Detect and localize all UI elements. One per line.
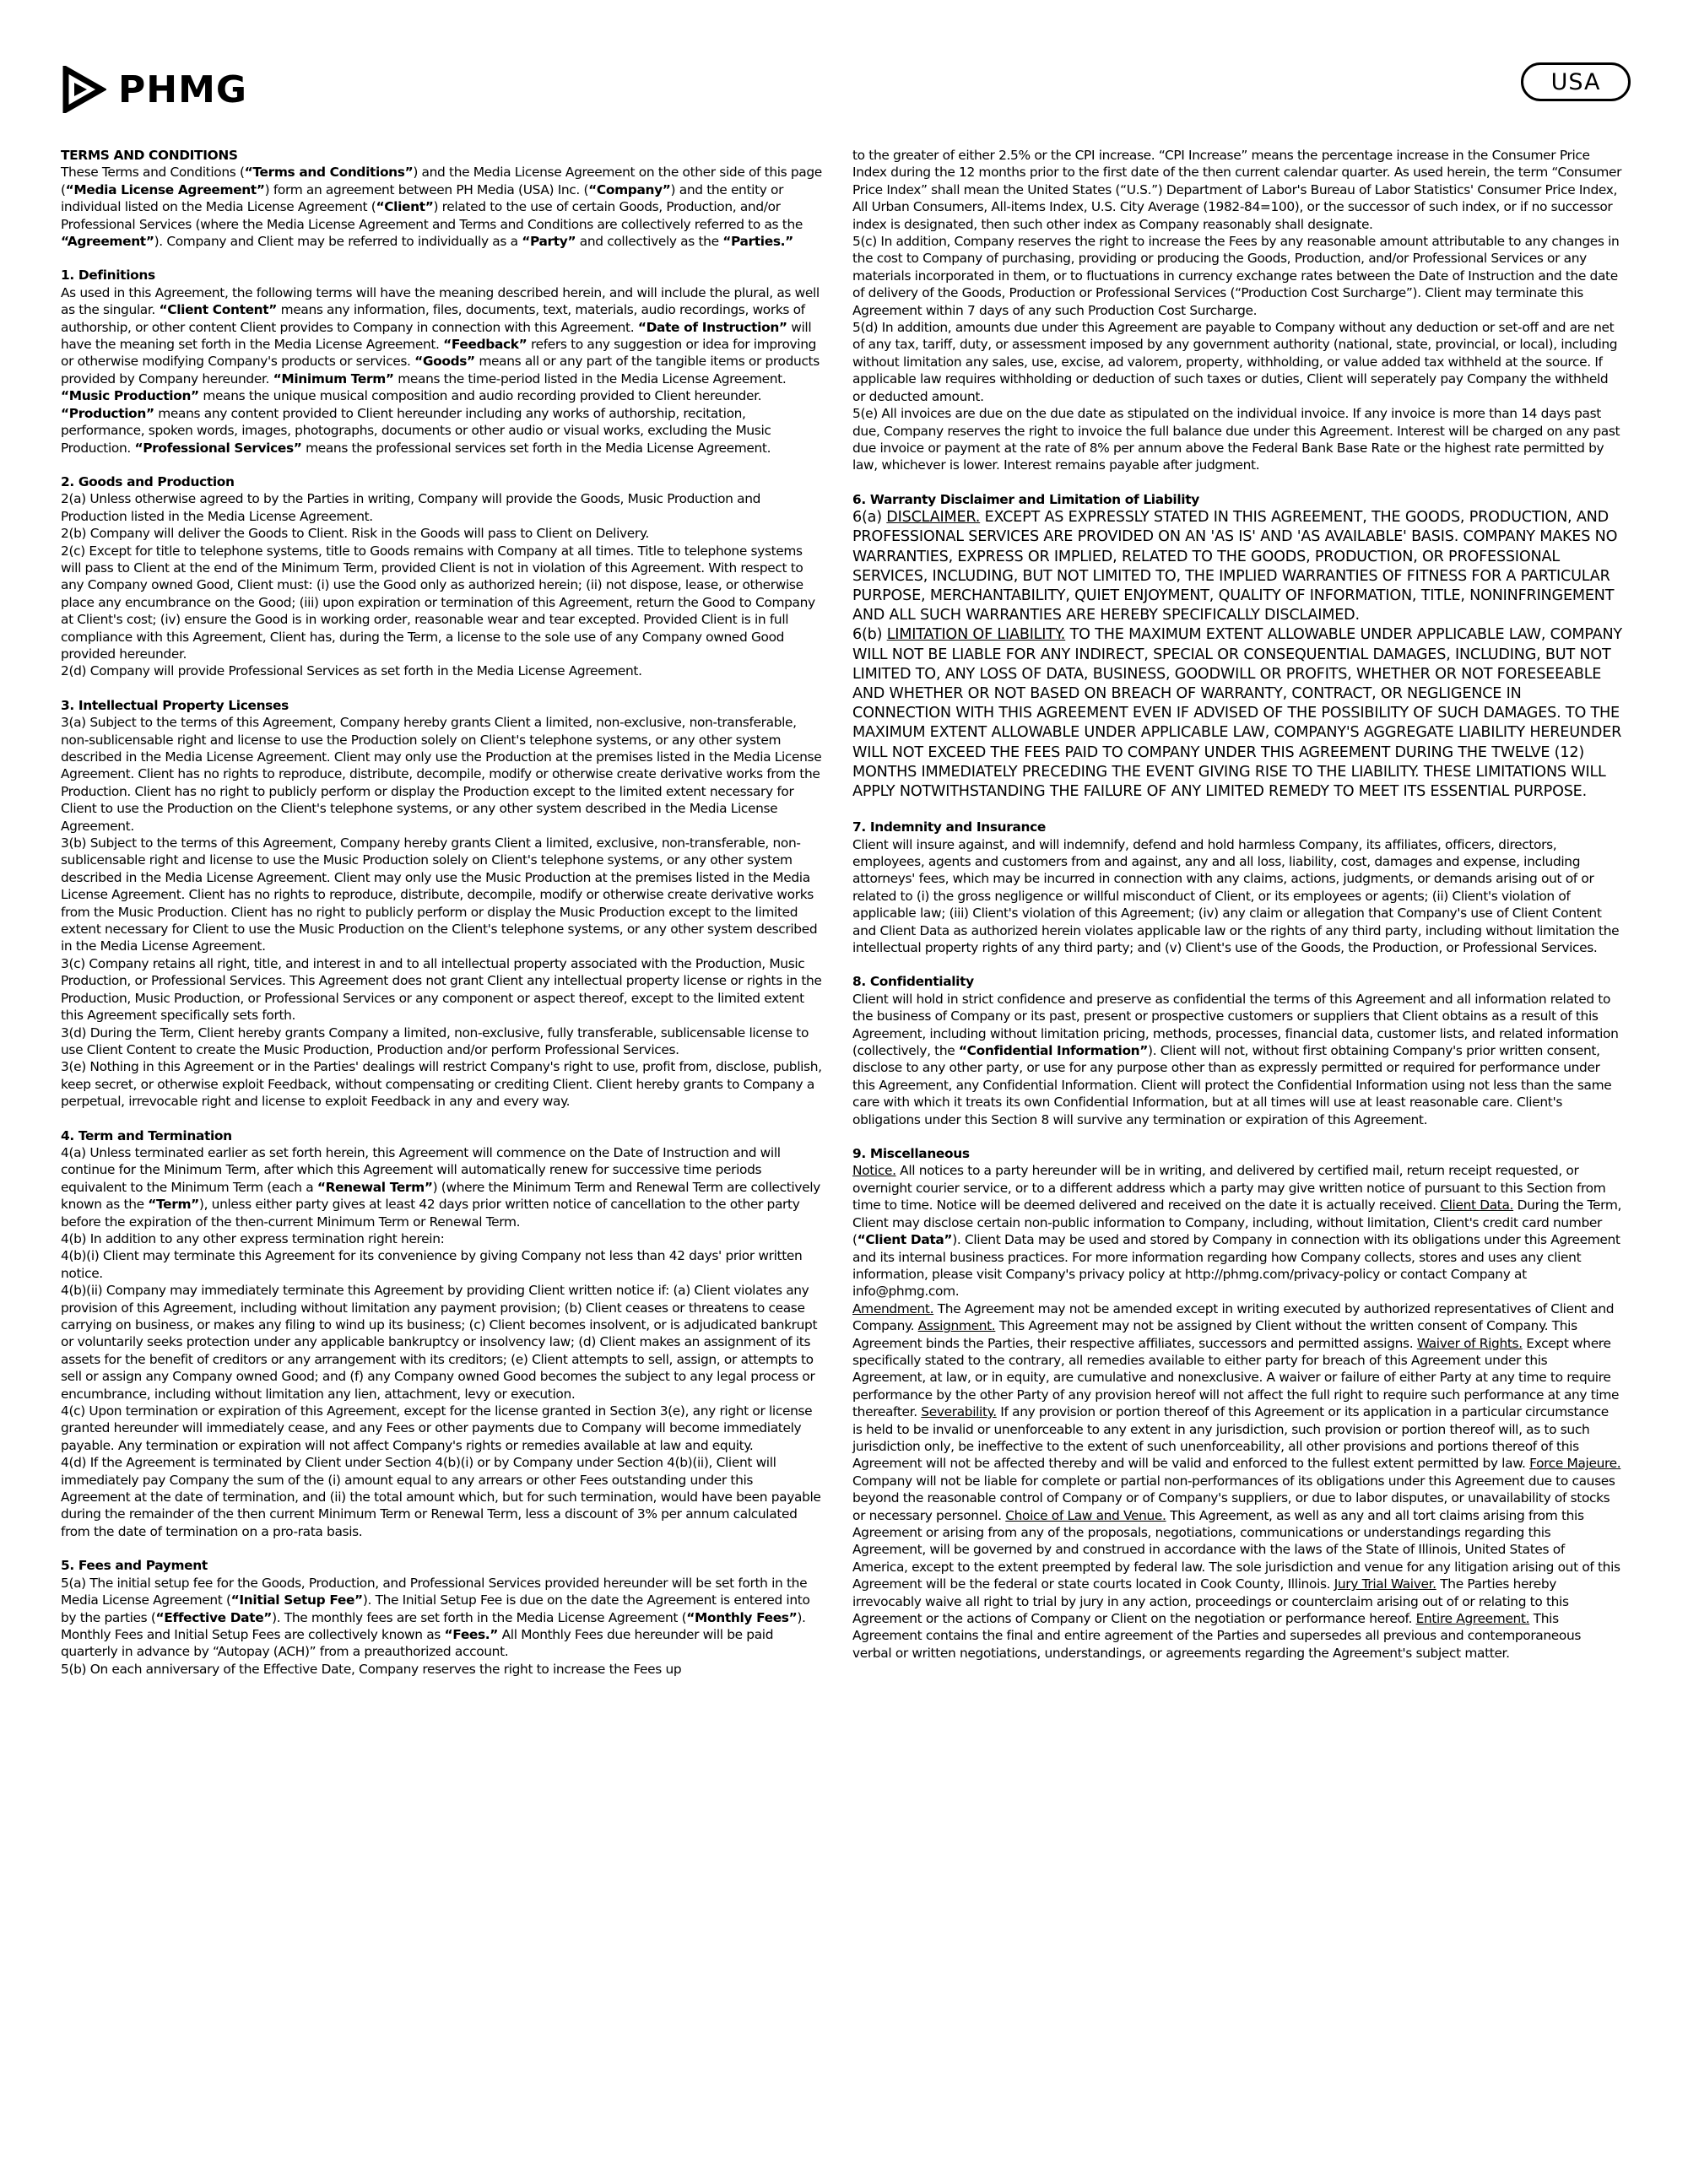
intro-term: “Agreement” [61,234,154,250]
clause-title: Notice. [852,1163,896,1179]
defined-term: “Minimum Term” [273,370,394,387]
section-miscellaneous [852,1145,1622,1662]
section-fees-payment [61,1557,825,1678]
clause-title: Entire Agreement. [1415,1611,1530,1627]
intro-term: “Client” [376,199,434,215]
clause-2b: 2(b) Company will deliver the Goods to Client. Risk in the Goods will pass to Client on Delivery. [61,526,649,542]
defined-term: “Confidential Information” [958,1043,1149,1059]
clause-4bi: 4(b)(i) Client may terminate this Agreement for its convenience by giving Company not less than 42 days' prior written notice. [61,1248,803,1281]
intro-text: ) and the entity or individual listed on the Media License Agreement ( [61,181,784,215]
definition-text: means any content provided to Client hereunder including any works of authorship, recitation, performance, spoken words, images, photographs, documents or other audio or visual works, excluding the Music Production. [61,405,771,456]
definition-text: refers to any suggestion or idea for improving or otherwise modifying Company's products or services. [61,337,817,370]
section-goods-production [61,473,825,680]
definition-text: means the time-period listed in the Media License Agreement. [393,370,787,387]
clause-text: EXCEPT AS EXPRESSLY STATED IN THIS AGREEMENT, THE GOODS, PRODUCTION, AND PROFESSIONAL SERVICES ARE PROVIDED ON AN 'AS IS' AND 'AS AVAILABLE' BASIS. COMPANY MAKES NO WARRANTIES, EXPRESS OR IMPLIED, RELATED TO THE GOODS, PRODUCTION, OR PROFESSIONAL SERVICES, INCLUDING, BUT NOT LIMITED TO, THE IMPLIED WARRANTIES OF FITNESS FOR A PARTICULAR PURPOSE, MERCHANTABILITY, QUIET ENJOYMENT, QUALITY OF INFORMATION, TITLE, NONINFRINGEMENT AND ALL SUCH WARRANTIES ARE HEREBY SPECIFICALLY DISCLAIMED. [852,509,1618,624]
clause-text: The Agreement may not be amended except in writing executed by authorized representatives of Client and Company. [852,1300,1615,1334]
defined-term: “Term” [148,1197,199,1213]
clause-text: This Agreement contains the final and entire agreement of the Parties and supersedes all previous and contemporaneous verbal or written negotiations, understandings, or agreements regarding the Agreement's subject matter. [852,1611,1582,1661]
section-heading: 7. Indemnity and Insurance [852,819,1046,835]
clause-number: 6(a) [852,509,887,527]
clause-4d: 4(d) If the Agreement is terminated by Client under Section 4(b)(i) or by Company under Section 4(b)(ii), Client will immediately pay Company the sum of the (i) amount equal to any arrears or other Fees outstanding under this Agreement at the date of termination, and (ii) the total amount which, but for such termination, would have been payable during the remainder of the then current Minimum Term or Renewal Term, less a discount of 3% per annum calculated from the date of termination on a pro-rata basis. [61,1455,821,1539]
defined-term: “Fees.” [444,1626,499,1642]
clause-5d: 5(d) In addition, amounts due under this Agreement are payable to Company without any deduction or set-off and are net of any tax, tariff, duty, or assessment imposed by any government authority (national, state, provincial, or local), including without limitation any sales, use, excise, ad valorem, property, withholding, or value added tax withheld at the source. If applicable law requires withholding or deduction of such taxes or duties, Client will seperately pay Company the withheld or deducted amount. [852,320,1618,404]
intro-text: ) and the Media License Agreement on the other side of this page ( [61,165,822,197]
section-heading: 4. Term and Termination [61,1127,232,1143]
clause-title: LIMITATION OF LIABILITY. [886,626,1066,644]
clause-text: TO THE MAXIMUM EXTENT ALLOWABLE UNDER APPLICABLE LAW, COMPANY WILL NOT BE LIABLE FOR ANY INDIRECT, SPECIAL OR CONSEQUENTIAL DAMAGES, INCLUDING, BUT NOT LIMITED TO, ANY LOSS OF DATA, BUSINESS, GOODWILL OR PROFITS, WHETHER OR NOT FORESEEABLE AND WHETHER OR NOT BASED ON BREACH OF WARRANTY, CONTRACT, OR NEGLIGENCE IN CONNECTION WITH THIS AGREEMENT EVEN IF ADVISED OF THE POSSIBILITY OF SUCH DAMAGES. TO THE MAXIMUM EXTENT ALLOWABLE UNDER APPLICABLE LAW, COMPANY'S AGGREGATE LIABILITY HEREUNDER WILL NOT EXCEED THE FEES PAID TO COMPANY UNDER THIS AGREEMENT DURING THE TWELVE (12) MONTHS IMMEDIATELY PRECEDING THE EVENT GIVING RISE TO THE LIABILITY. THESE LIMITATIONS WILL APPLY NOTWITHSTANDING THE FAILURE OF ANY LIMITED REMEDY TO MEET ITS ESSENTIAL PURPOSE. [852,626,1622,800]
clause-5a [61,1575,825,1661]
clause-text: Company will not be liable for complete or partial non-performances of its obligations under this Agreement due to causes beyond the reasonable control of Company or of Company's suppliers, or due to labor disputes, or unavailability of stocks or necessary personnel. [852,1473,1615,1523]
section-heading: 3. Intellectual Property Licenses [61,697,289,713]
logo-text: PHMG [118,68,247,111]
clause-text: Except where specifically stated to the contrary, all remedies available to either party for breach of this Agreement under this Agreement, at law, or in equity, are cumulative and nonexclusive. A waiver or failure of either Party at any time to require performance by the other Party of any provision hereof will not affect the full right to require such performance at any time thereafter. [852,1335,1620,1420]
clause-5c: 5(c) In addition, Company reserves the right to increase the Fees by any reasonable amount attributable to any changes in the cost to Company of purchasing, providing or producing the Goods, Production, and/or Professional Services or any materials incorporated in them, or to fluctuations in currency exchange rates between the Date of Instruction and the date of delivery of the Goods, Production or Professional Services (“Production Cost Surcharge”). Client may terminate this Agreement within 7 days of any such Production Cost Surcharge. [852,234,1620,318]
intro-text: and collectively as the [576,234,723,250]
clause-text: ), unless either party gives at least 42 days prior written notice of cancellation to the other party before the expiration of the then-current Minimum Term or Renewal Term. [61,1197,800,1230]
section-fees-payment-continued [852,147,1622,474]
clause-title: Severability. [921,1404,997,1420]
section-indemnity [852,819,1622,956]
clause-title: Assignment. [917,1318,996,1334]
defined-term: “Music Production” [61,388,199,404]
clause-text: ). Monthly Fees and Initial Setup Fees are collectively known as [61,1609,806,1642]
clause-3d: 3(d) During the Term, Client hereby grants Company a limited, non-exclusive, fully transferable, sublicensable license to use Client Content to create the Music Production, Production and/or perform Professional Services. [61,1024,809,1057]
intro-section [61,147,825,250]
clause-5e: 5(e) All invoices are due on the due date as stipulated on the individual invoice. If any invoice is more than 14 days past due, Company reserves the right to invoice the full balance due under this Agreement. Interest will be charged on any past due invoice or payment at the rate of 8% per annum above the Federal Bank Base Rate or the highest rate permitted by law, whichever is lower. Interest remains payable after judgment. [852,406,1620,473]
indemnity-text: Client will insure against, and will indemnify, defend and hold harmless Company, its affiliates, officers, directors, employees, agents and customers from and against, any and all loss, liability, cost, damages and expense, including attorneys' fees, which may be incurred in connection with any claims, actions, judgments, or demands arising out of or related to (i) the gross negligence or willful misconduct of Client, or its employees or agents; (ii) Client's violation of applicable law; (iii) Client's violation of this Agreement; (iv) any claim or allegation that Company's use of Client Content and Client Data as authorized herein violates applicable law or the rights of any third party, including without limitation the intellectual property rights of any third party; and (v) Client's use of the Goods, the Production, or Professional Services. [852,836,1620,956]
defined-term: “Date of Instruction” [637,319,787,335]
defined-term: “Feedback” [443,337,528,353]
clause-text: This Agreement may not be assigned by Client without the written consent of Company. This Agreement binds the Parties, their respective affiliates, successors and permitted assigns. [852,1318,1577,1351]
clause-3c: 3(c) Company retains all right, title, and interest in and to all intellectual property associated with the Production, Music Production, or Professional Services. This Agreement does not grant Client any intellectual property license or rights in the Production, Music Production, or Professional Services or any component or aspect thereof, except to the limited extent this Agreement specifically sets forth. [61,955,822,1024]
clause-5b-continued: to the greater of either 2.5% or the CPI increase. “CPI Increase” means the percentage increase in the Consumer Price Index during the 12 months prior to the first date of the then current calendar quarter. As used herein, the term “Consumer Price Index” shall mean the United States (“U.S.”) Department of Labor's Bureau of Labor Statistics' Consumer Price Index, All Urban Consumers, All-items Index, U.S. City Average (1982-84=100), or the successor of such index, or if no successor index is designated, then such other index as Company reasonably shall designate. [852,148,1622,232]
intro-text: ) related to the use of certain Goods, Production, and/or Professional Services (where the Media License Agreement and Terms and Conditions are collectively referred to as the [61,199,803,232]
defined-term: “Client Data” [857,1232,953,1248]
definition-text: means the unique musical composition and audio recording provided to Client hereunder. [198,388,762,404]
section-heading: 5. Fees and Payment [61,1558,208,1574]
clause-6a [852,508,1622,625]
clause-text: During the Term, Client may disclose certain non-public information to Company, including, without limitation, Client's credit card number ( [852,1197,1622,1248]
clause-text: All Monthly Fees due hereunder will be paid quarterly in advance by “Autopay (ACH)” from a preauthorized account. [61,1626,774,1660]
clause-4bii: 4(b)(ii) Company may immediately terminate this Agreement by providing Client written notice if: (a) Client violates any provision of this Agreement, including without limitation any payment provision; (b) Client ceases or threatens to cease carrying on business, or makes any filing to wind up its business; (c) Client becomes insolvent, or is adjudicated bankrupt or voluntarily seeks protection under any applicable bankruptcy or insolvency law; (d) Client makes an assignment of its assets for the benefit of creditors or any arrangement with its creditors; (e) Client attempts to sell, assign, or attempts to sell or assign any Company owned Good; and (f) any Company owned Good becomes the subject to any legal process or encumbrance, including without limitation any lien, attachment, levy or execution. [61,1283,818,1402]
clause-title: Waiver of Rights. [1416,1335,1523,1351]
clause-2d: 2(d) Company will provide Professional Services as set forth in the Media License Agreement. [61,663,642,679]
section-heading: 9. Miscellaneous [852,1146,970,1162]
clause-title: Choice of Law and Venue. [1005,1507,1166,1523]
clause-title: Amendment. [852,1300,934,1316]
clause-title: Force Majeure. [1529,1456,1621,1472]
definition-text: As used in this Agreement, the following terms will have the meaning described herein, and will include the plural, as well as the singular. [61,284,820,318]
clause-text: 4(a) Unless terminated earlier as set forth herein, this Agreement will commence on the Date of Instruction and will continue for the Minimum Term, after which this Agreement will automatically renew for successive time periods equivalent to the Minimum Term (each a [61,1144,781,1195]
intro-term: “Media License Agreement” [65,181,265,197]
clause-3b: 3(b) Subject to the terms of this Agreement, Company hereby grants Client a limited, exclusive, non-transferable, non-sublicensable right and license to use the Music Production solely on Client's telephone systems, or any other system described in the Media License Agreement. Client may only use the Music Production at the premises listed in the Media License Agreement. Client has no rights to reproduce, distribute, decompile, modify or otherwise create derivative works from the Music Production. Client has no right to publicly perform or display the Music Production except to the limited extent necessary for Client to use the Music Production on the Client's telephone systems, or any other system described in the Media License Agreement. [61,835,818,954]
document-title: TERMS AND CONDITIONS [61,148,238,163]
section-warranty-liability [852,491,1622,802]
clause-4b: 4(b) In addition to any other express termination right herein: [61,1230,445,1246]
clause-text: If any provision or portion thereof of this Agreement or its application in a particular circumstance is held to be invalid or unenforceable to any extent in any jurisdiction, such provision or portion thereof will, as to such jurisdiction only, be ineffective to the extent of such unenforceability, all other provisions and portions thereof of this Agreement will not be affected thereby and will be valid and enforced to the fullest extent permitted by law. [852,1404,1609,1472]
defined-term: “Production” [61,405,154,421]
clause-text: All notices to a party hereunder will be in writing, and delivered by certified mail, return receipt requested, or overnight courier service, or to a different address which a party may give written notice of pursuant to this Section from time to time. Notice will be deemed delivered and received on the date it is actually received. [852,1163,1606,1214]
clause-title: DISCLAIMER. [886,509,981,527]
defined-term: “Initial Setup Fee” [230,1592,363,1608]
clause-2a: 2(a) Unless otherwise agreed to by the Parties in writing, Company will provide the Goods, Music Production and Production listed in the Media License Agreement. [61,491,761,524]
defined-term: “Professional Services” [134,440,302,456]
definition-text: means any information, files, documents, text, materials, audio recordings, works of authorship, or other content Client provides to Company in connection with this Agreement. [61,302,805,335]
intro-term: “Company” [588,181,671,197]
clause-6b [852,625,1622,802]
clause-text: ) (where the Minimum Term and Renewal Term are collectively known as the [61,1179,820,1213]
section-heading: 8. Confidentiality [852,974,974,990]
clause-3a: 3(a) Subject to the terms of this Agreement, Company hereby grants Client a limited, non-exclusive, non-transferable, non-sublicensable right and license to use the Production solely on Client's telephone systems, or any other system described in the Media License Agreement. Client may only use the Production at the premises listed in the Media License Agreement. Client has no rights to reproduce, distribute, decompile, modify or otherwise create derivative works from the Production. Client has no right to publicly perform or display the Production except to the limited extent necessary for Client to use the Production on the Client's telephone systems, or any other system described in the Media License Agreement. [61,715,822,834]
definition-text: means all or any part of the tangible items or products provided by Company hereunder. [61,354,820,387]
clause-text: ). The monthly fees are set forth in the Media License Agreement ( [272,1609,687,1625]
clause-2c: 2(c) Except for title to telephone systems, title to Goods remains with Company at all times. Title to telephone systems will pass to Client at the end of the Minimum Term, provided Client is not in violation of this Agreement. With respect to any Company owned Good, Client must: (i) use the Good only as authorized herein; (ii) not dispose, lease, or otherwise place any encumbrance on the Good; (iii) upon expiration or termination of this Agreement, return the Good to Company at Client's cost; (iv) ensure the Good is in working order, reasonable wear and tear excepted. Provided Client is in full compliance with this Agreement, Client has, during the Term, a license to the sole use of any Company owned Good provided hereunder. [61,543,815,662]
misc-other-clauses [852,1300,1622,1662]
clause-text: This Agreement, as well as any and all tort claims arising from this Agreement or arising from any of the proposals, negotiations, communications or understandings regarding this Agreement, will be governed by and construed in accordance with the laws of the State of Illinois, United States of America, except to the extent preempted by federal law. The sole jurisdiction and venue for any litigation arising out of this Agreement will be the federal or state courts located in Cook County, Illinois. [852,1507,1620,1592]
clause-4a [61,1144,825,1230]
clause-title: Jury Trial Waiver. [1334,1576,1436,1592]
clause-number: 6(b) [852,626,887,644]
intro-term: “Parties.” [722,234,793,250]
defined-term: “Goods” [414,354,475,370]
clause-5b: 5(b) On each anniversary of the Effective Date, Company reserves the right to increase the Fees up [61,1661,682,1677]
phmg-logo [61,66,247,113]
section-term-termination [61,1127,825,1541]
right-column [852,147,1622,1662]
section-heading: 6. Warranty Disclaimer and Limitation of Liability [852,491,1199,507]
defined-term: “Renewal Term” [316,1179,433,1195]
left-column [61,147,825,1678]
clause-text: ). The Initial Setup Fee is due on the date the Agreement is entered into by the parties ( [61,1592,810,1625]
defined-term: “Effective Date” [155,1609,273,1625]
section-definitions [61,267,825,456]
clause-title: Client Data. [1440,1197,1514,1214]
section-ip-licenses [61,697,825,1111]
clause-text: 5(a) The initial setup fee for the Goods, Production, and Professional Services provided hereunder will be set forth in the Media License Agreement ( [61,1575,808,1608]
defined-term: “Monthly Fees” [686,1609,798,1625]
play-logo-icon [61,66,106,113]
section-heading: 1. Definitions [61,268,155,284]
intro-term: “Terms and Conditions” [244,165,414,181]
intro-text: These Terms and Conditions ( [61,165,245,181]
misc-notice-clientdata [852,1162,1622,1300]
definition-text: means the professional services set forth in the Media License Agreement. [301,440,771,456]
section-confidentiality [852,973,1622,1128]
section-heading: 2. Goods and Production [61,473,235,489]
country-badge: USA [1521,62,1631,101]
clause-4c: 4(c) Upon termination or expiration of this Agreement, except for the license granted in Section 3(e), any right or license granted hereunder will immediately cease, and any Fees or other payments due to Company will become immediately payable. Any termination or expiration will not affect Company's rights or remedies available at law and equity. [61,1403,813,1453]
intro-text: ). Company and Client may be referred to individually as a [154,234,522,250]
intro-term: “Party” [522,234,576,250]
confidentiality-text [852,991,1622,1128]
clause-3e: 3(e) Nothing in this Agreement or in the Parties' dealings will restrict Company's right to use, profit from, disclose, publish, keep secret, or otherwise exploit Feedback, without compensating or crediting Client. Client hereby grants to Company a perpetual, irrevocable right and license to exploit Feedback in any and every way. [61,1059,822,1110]
definition-text: will have the meaning set forth in the Media License Agreement. [61,319,812,353]
clause-text: Client will hold in strict confidence and preserve as confidential the terms of this Agreement and all information related to the business of Company or its past, present or prospective customers or suppliers that Client obtains as a result of this Agreement, including without limitation pricing, methods, processes, financial data, customer lists, and related information (collectively, the [852,991,1619,1059]
clause-text: ). Client will not, without first obtaining Company's prior written consent, disclose to any other party, or use for any purpose other than as expressly permitted or required for performance under this Agreement, any Confidential Information. Client will protect the Confidential Information using not less than the same care with which it treats its own Confidential Information, but at all times will use at least reasonable care. Client's obligations under this Section 8 will survive any termination or expiration of this Agreement. [852,1043,1612,1127]
defined-term: “Client Content” [159,302,278,318]
clause-text: ). Client Data may be used and stored by Company in connection with its obligations under this Agreement and its internal business practices. For more information regarding how Company collects, stores and uses any client information, please visit Company's privacy policy at http://phmg.com/privacy-policy or contact Company at info@phmg.com. [852,1232,1620,1300]
intro-text: ) form an agreement between PH Media (USA) Inc. ( [264,181,589,197]
clause-text: The Parties hereby irrevocably waive all right to trial by jury in any action, proceedings or counterclaim arising out of or relating to this Agreement or the actions of Company or Client on the negotiation or performance hereof. [852,1576,1569,1627]
